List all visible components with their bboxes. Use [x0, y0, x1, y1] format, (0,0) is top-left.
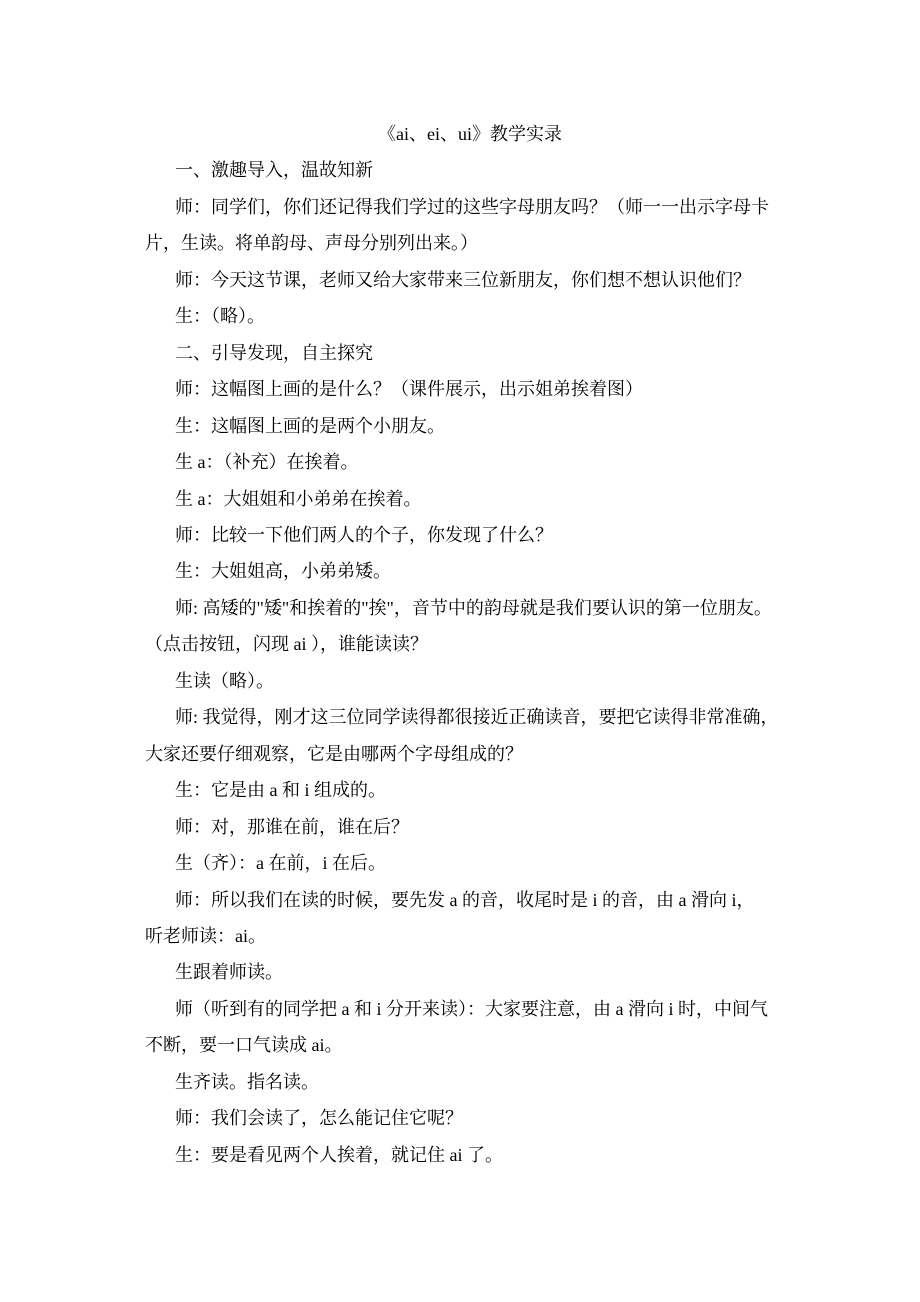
paragraph — [145, 481, 795, 517]
paragraph — [145, 1064, 795, 1100]
paragraph-line: 师：同学们，你们还记得我们学过的这些字母朋友吗？（师一一出示字母卡 — [175, 196, 769, 217]
paragraph-line: 生：（略）。 — [175, 306, 265, 327]
paragraph — [145, 882, 795, 955]
paragraph — [145, 809, 795, 845]
document-title: 《ai、ei、ui》教学实录 — [378, 124, 562, 144]
document-body — [145, 116, 795, 1173]
paragraph — [145, 954, 795, 990]
paragraphs — [145, 152, 795, 1173]
paragraph-line: 师: 我觉得，刚才这三位同学读得都很接近正确读音，要把它读得非常准确， — [175, 707, 779, 728]
paragraph — [145, 1137, 795, 1173]
paragraph — [145, 298, 795, 334]
paragraph — [145, 991, 795, 1064]
paragraph-line: 师：所以我们在读的时候，要先发 a 的音，收尾时是 i 的音，由 a 滑向 i， — [175, 889, 755, 910]
paragraph-line: 师：这幅图上画的是什么？（课件展示，出示姐弟挨着图） — [175, 379, 643, 400]
paragraph-line: 生：大姐姐高，小弟弟矮。 — [175, 561, 391, 582]
paragraph — [145, 553, 795, 589]
paragraph-line: 师: 高矮的"矮"和挨着的"挨"，音节中的韵母就是我们要认识的第一位朋友。 — [175, 597, 772, 618]
paragraph-line: 听老师读：ai。 — [145, 925, 266, 946]
paragraph — [145, 663, 795, 699]
paragraph — [145, 590, 795, 663]
paragraph — [145, 699, 795, 772]
paragraph-line: 师（听到有的同学把 a 和 i 分开来读）：大家要注意，由 a 滑向 i 时，中间气 — [175, 998, 768, 1019]
paragraph-line: 师：比较一下他们两人的个子，你发现了什么？ — [175, 524, 553, 545]
paragraph — [145, 189, 795, 262]
paragraph — [145, 262, 795, 298]
paragraph-line: 一、激趣导入，温故知新 — [175, 160, 373, 181]
paragraph — [145, 335, 795, 371]
paragraph-line: 大家还要仔细观察，它是由哪两个字母组成的？ — [145, 743, 523, 764]
paragraph — [145, 152, 795, 188]
paragraph — [145, 408, 795, 444]
paragraph — [145, 1100, 795, 1136]
paragraph — [145, 517, 795, 553]
paragraph-line: 生 a：大姐姐和小弟弟在挨着。 — [175, 488, 422, 509]
paragraph-line: 师：今天这节课，老师又给大家带来三位新朋友，你们想不想认识他们？ — [175, 269, 751, 290]
paragraph-line: 生：这幅图上画的是两个小朋友。 — [175, 415, 445, 436]
paragraph — [145, 845, 795, 881]
paragraph-line: 生齐读。指名读。 — [175, 1071, 319, 1092]
paragraph-line: 片，生读。将单韵母、声母分别列出来。） — [145, 233, 478, 254]
paragraph — [145, 371, 795, 407]
paragraph-line: 生跟着师读。 — [175, 962, 283, 983]
paragraph-line: 师：对，那谁在前，谁在后？ — [175, 816, 409, 837]
paragraph-line: 师：我们会读了，怎么能记住它呢？ — [175, 1108, 463, 1129]
paragraph — [145, 444, 795, 480]
paragraph-line: 生（齐）：a 在前，i 在后。 — [175, 853, 386, 874]
paragraph — [145, 772, 795, 808]
paragraph-line: 不断，要一口气读成 ai。 — [145, 1035, 343, 1056]
paragraph-line: 生读（略）。 — [175, 670, 274, 691]
paragraph-line: 生：它是由 a 和 i 组成的。 — [175, 780, 386, 801]
paragraph-line: （点击按钮，闪现 ai ），谁能读读？ — [145, 634, 428, 655]
paragraph-line: 生 a：（补充）在挨着。 — [175, 452, 359, 473]
paragraph-line: 生：要是看见两个人挨着，就记住 ai 了。 — [175, 1144, 503, 1165]
paragraph-line: 二、引导发现，自主探究 — [175, 342, 373, 363]
